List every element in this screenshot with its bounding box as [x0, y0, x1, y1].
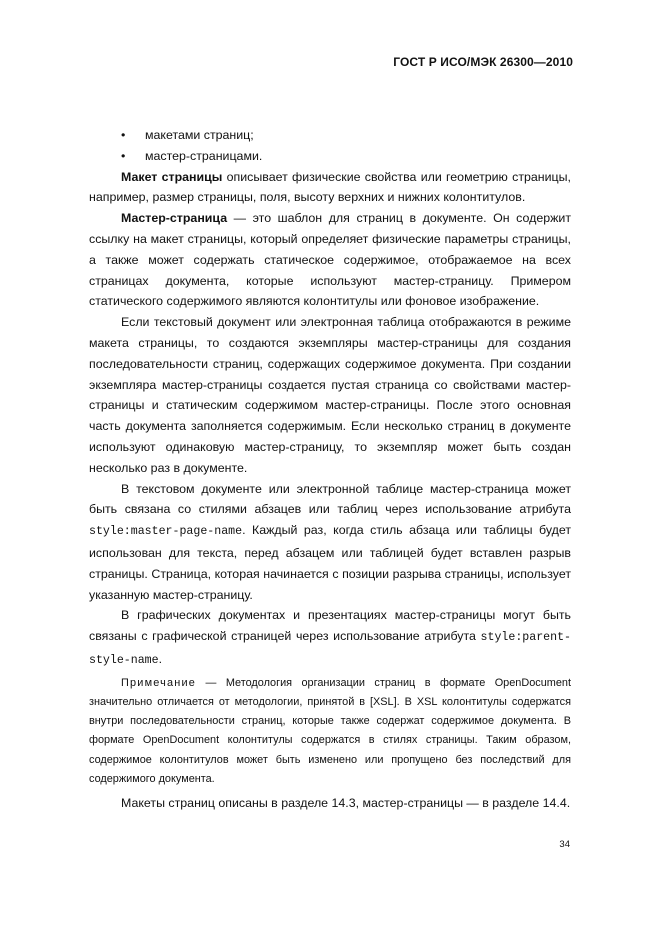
page-body: [89, 125, 571, 814]
paragraph-styles: [89, 479, 571, 606]
list-item: [89, 146, 571, 167]
paragraph-text: .: [158, 651, 163, 666]
bullet-icon: •: [121, 148, 126, 163]
list-item: [89, 125, 571, 146]
paragraph-references: Макеты страниц описаны в разделе 14.3, мастер-страницы — в разделе 14.4.: [121, 795, 571, 810]
note-label: Примечание: [121, 676, 197, 689]
paragraph-text: — это шаблон для страниц в документе. Он содержит ссылку на макет страницы, который определяет физические параметры страницы, а также может содержать статическое содержимое, отображаемое на всех страницах документа, которые используют мастер-страницу. Примером статического содержимого являются колонтитулы или фоновое изображение.: [89, 211, 571, 309]
code-attribute: style:master-page-name: [89, 525, 243, 539]
term-master-page: Мастер-страница: [121, 211, 228, 226]
bullet-icon: •: [121, 128, 126, 142]
paragraph-instances: Если текстовый документ или электронная таблица отображаются в режиме макета страницы, то создаются экземпляры мастер-страницы для создания последовательности страниц, содержащих содержимое документа. При создании экземпляра мастер-страницы создается пустая страница со свойствами мастер-страницы и статическим содержимом мастер-страницы. После этого основная часть документа заполняется содержимым. Если несколько страниц в документе используют одинаковую мастер-страницу, то экземпляр может быть создан несколько раз в документе.: [89, 315, 571, 475]
page-number: 34: [559, 839, 570, 850]
paragraph-text: описывает физические свойства или геометрию страницы, например, размер страницы, поля, высоту верхних и нижних колонтитулов.: [89, 169, 571, 205]
paragraph-master-page: [89, 208, 571, 312]
paragraph-graphics: [89, 605, 571, 671]
paragraph-text: В текстовом документе или электронной таблице мастер-страница может быть связана со стилями абзацев или таблиц через использование атрибута: [89, 481, 571, 517]
list-item-text: мастер-страницами.: [145, 148, 263, 163]
term-page-layout: Макет страницы: [121, 169, 223, 184]
paragraph-text: . Каждый раз, когда стиль абзаца или таблицы будет использован для текста, перед абзацем или таблицей будет вставлен разрыв страницы. Страница, которая начинается с позиции разрыва страницы, использует указанную мастер-страницу.: [89, 523, 571, 602]
note: [89, 674, 571, 789]
paragraph-page-layout: [89, 167, 571, 209]
code-attribute: style:parent-style-name: [89, 631, 571, 667]
document-header: ГОСТ Р ИСО/МЭК 26300—2010: [393, 55, 573, 69]
paragraph-text: В графических документах и презентациях мастер-страницы могут быть связаны с графической страницей через использование атрибута: [89, 608, 571, 644]
list-item-text: макетами страниц;: [145, 128, 254, 142]
note-text: — Методология организации страниц в формате OpenDocument значительно отличается от методологии, принятой в [XSL]. В XSL колонтитулы содержатся внутри последовательности страниц, которые также содержат содержимое документа. В формате OpenDocument колонтитулы содержатся в стилях страницы. Таким образом, содержимое колонтитулов может быть изменено или пропущено без последствий для содержимого документа.: [89, 676, 571, 785]
